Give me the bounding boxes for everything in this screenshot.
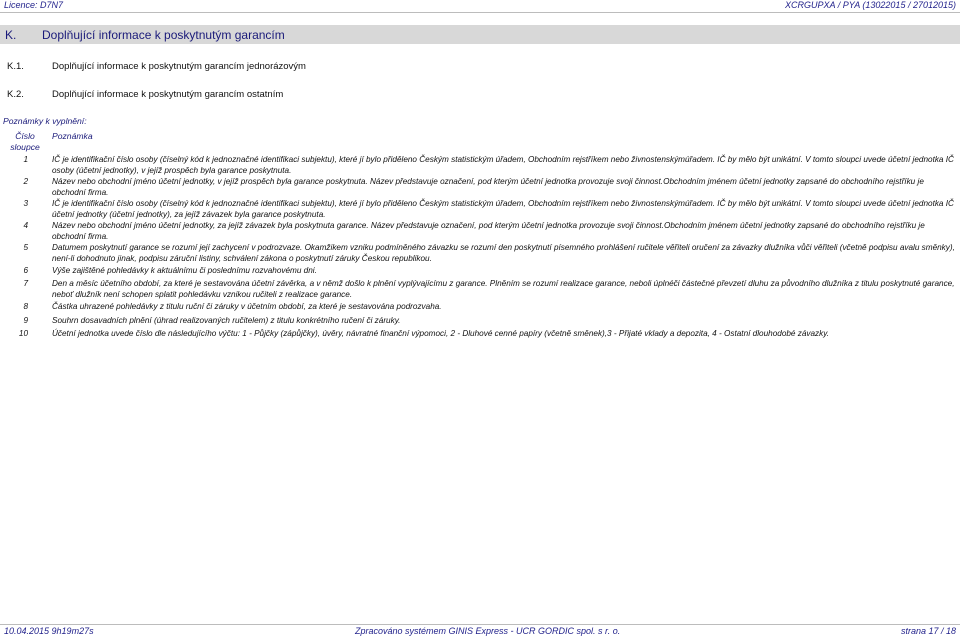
notes-title: Poznámky k vyplnění: (3, 116, 87, 126)
note-number: 10 (18, 329, 28, 338)
licence-label: Licence: D7N7 (4, 0, 64, 10)
note-number: 9 (23, 316, 28, 325)
note-text: Částka uhrazené pohledávky z titulu ruční či záruky v účetním období, za které je sestavována podrozvaha. (52, 302, 442, 311)
note-number: 1 (23, 155, 28, 164)
note-text: Název nebo obchodní jméno účetní jednotky, za jejíž závazek byla poskytnuta garance. Název představuje označení, pod kterým účetní jednotka provozuje svoji činnost.Obchodním jménem účetní jednotky zapsané do obchodního rejstříku je obchodní firma. (52, 221, 925, 241)
note-number: 2 (23, 177, 28, 186)
note-number: 8 (23, 302, 28, 311)
note-number: 6 (23, 266, 28, 275)
section-header (0, 25, 960, 44)
subsection-code: K.1. (7, 61, 24, 72)
note-text: Účetní jednotka uvede číslo dle následujícího výčtu: 1 - Půjčky (zápůjčky), úvěry, návratné finanční výpomoci, 2 - Dluhové cenné papíry (včetně směnek),3 - Přijaté vklady a depozita, 4 - Ostatní dlouhodobé závazky. (52, 329, 829, 338)
note-number: 7 (23, 279, 28, 288)
subsection-title: Doplňující informace k poskytnutým garancím jednorázovým (52, 61, 306, 72)
note-text: Název nebo obchodní jméno účetní jednotky, v jejíž prospěch byla garance poskytnuta. Název představuje označení, pod kterým účetní jednotka provozuje svoji činnost.Obchodním jménem účetní jednotky zapsané do obchodního rejstříku je obchodní firma. (52, 177, 924, 197)
note-text: Datumem poskytnutí garance se rozumí její zachycení v podrozvaze. Okamžikem vzniku podmíněného závazku se rozumí den poskytnutí písemného prohlášení ručitele věřiteli oručení za závazky dlužníka vůči věřiteli (včetně podpisu avalu směnky), není-li dohodnuto jinak, podpisu záruční listiny, schválení zákona o poskytnutí záruky Českou republikou. (52, 243, 955, 263)
section-code: K. (5, 28, 17, 42)
system-credit: Zpracováno systémem GINIS Express - UCR GORDIC spol. s r. o. (355, 626, 621, 636)
note-number: 4 (23, 221, 28, 230)
page-footer (0, 624, 960, 638)
note-number: 3 (23, 199, 28, 208)
note-text: Souhrn dosavadních plnění (úhrad realizovaných ručitelem) z titulu konkrétního ručení či záruky. (52, 316, 401, 325)
document-id: XCRGUPXA / PYA (13022015 / 27012015) (785, 0, 956, 10)
note-text: Výše zajištěné pohledávky k aktuálnímu či poslednímu rozvahovému dni. (52, 266, 317, 275)
page-number: strana 17 / 18 (900, 626, 956, 636)
column-number-header: Číslo sloupce (10, 131, 40, 152)
section-title: Doplňující informace k poskytnutým garancím (42, 28, 285, 42)
subsection-code: K.2. (7, 89, 24, 100)
note-text: IČ je identifikační číslo osoby (číselný kód k jednoznačné identifikaci subjektu), které jí bylo přiděleno Českým statistickým úřadem, Obchodním rejstříkem nebo živnostenskýmúřadem. IČ by mělo být unikátní. V tomto sloupci uvede účetní jednotka IČ osoby (účetní jednotky), v jejíž prospěch byla garance poskytnuta. (52, 155, 954, 175)
subsection-title: Doplňující informace k poskytnutým garancím ostatním (52, 89, 284, 100)
column-note-header: Poznámka (52, 131, 93, 141)
note-text: Den a měsíc účetního období, za které je sestavována účetní závěrka, a v němž došlo k plnění vyplývajícímu z garance. Plněním se rozumí realizace garance, neboli úplnéči částečné převzetí dluhu za původního dlužníka z titulu poskytnuté garance, neboť dlužník není schopen splatit pohledávku vznikou ručiteli z realizace garance. (52, 279, 955, 299)
note-text: IČ je identifikační číslo osoby (číselný kód k jednoznačné identifikaci subjektu), které jí bylo přiděleno Českým statistickým úřadem, Obchodním rejstříkem nebo živnostenskýmúřadem. IČ by mělo být unikátní. V tomto sloupci uvede účetní jednotka IČ účetní jednotky (účetní jednotky), za jejíž závazek byla garance poskytnuta. (52, 199, 954, 219)
print-timestamp: 10.04.2015 9h19m27s (4, 626, 94, 636)
page-header (0, 0, 960, 13)
note-number: 5 (23, 243, 28, 252)
